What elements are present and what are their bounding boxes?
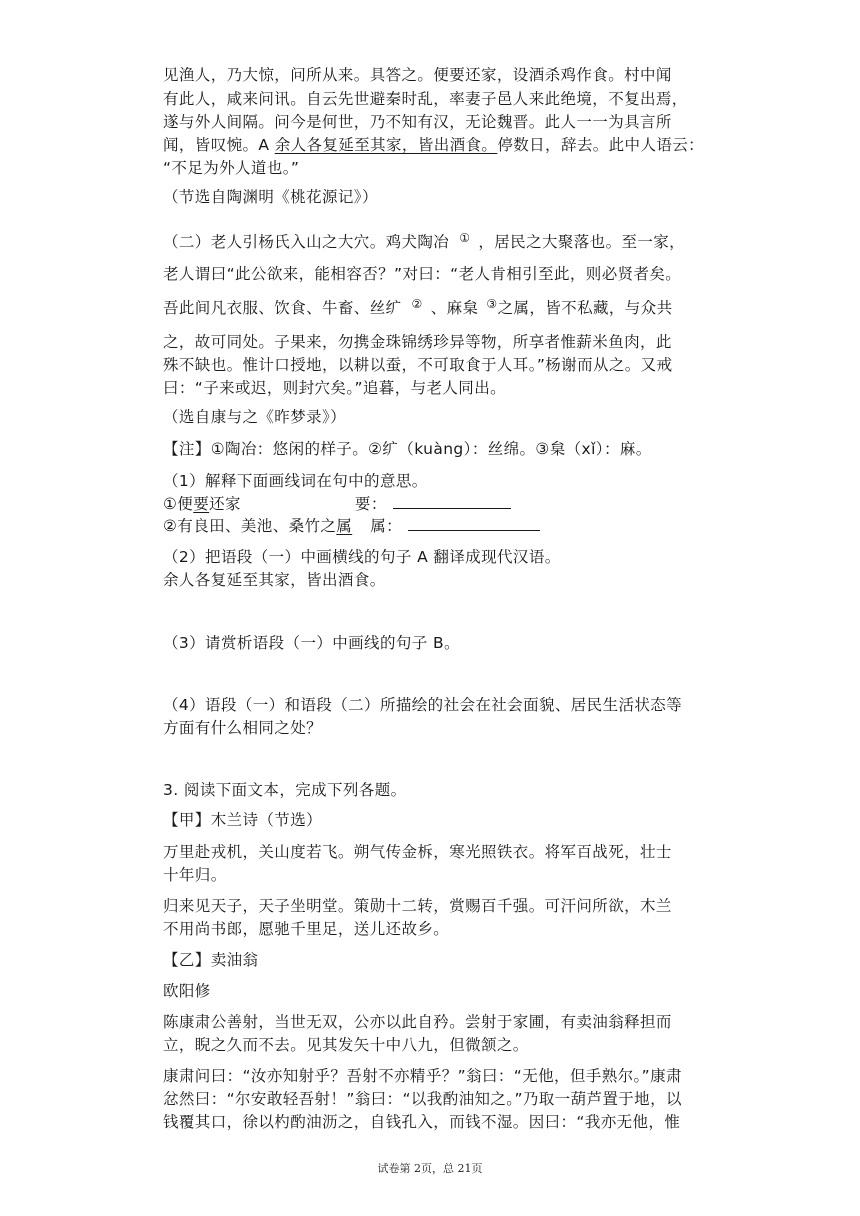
passage2-text: 吾此间凡衣服、饮食、牛畜、丝纩 <box>163 299 402 317</box>
passage1-line: 见渔人，乃大惊，问所从来。具答之。便要还家，设酒杀鸡作食。村中闻 <box>163 66 672 84</box>
footnote-marker: ② <box>411 297 423 311</box>
question-text: ①便 <box>163 495 194 513</box>
passage2-text: （二）老人引杨氏入山之大穴。鸡犬陶冶 <box>163 233 450 251</box>
passage2-line: 之，故可同处。子果来，勿携金珠锦绣珍异等物，所享者惟薪米鱼肉，此 <box>163 333 672 351</box>
passage2-source: （选自康与之《昨梦录》） <box>163 408 347 426</box>
question-1: （1）解释下面画线词在句中的意思。 <box>163 472 428 490</box>
underlined-word: 属 <box>336 517 353 535</box>
question-3: （3）请赏析语段（一）中画线的句子 B。 <box>163 634 460 652</box>
answer-blank[interactable] <box>393 494 511 509</box>
passage2-line <box>163 231 685 254</box>
answer-label: 属： <box>370 517 403 535</box>
question-4-line: （4）语段（一）和语段（二）所描绘的社会在社会面貌、居民生活状态等 <box>163 696 683 714</box>
underlined-word: 要 <box>193 495 210 513</box>
oil-seller-line: 忿然曰：“尔安敢轻吾射！”翁曰：“以我酌油知之。”乃取一葫芦置于地，以 <box>163 1090 682 1108</box>
mulan-line: 不用尚书郎，愿驰千里足，送儿还故乡。 <box>163 920 450 938</box>
passage2-text: ，居民之大聚落也。至一家， <box>478 233 686 251</box>
mulan-line: 十年归。 <box>163 866 227 884</box>
text-yi-title: 【乙】卖油翁 <box>163 951 259 969</box>
mulan-line: 万里赴戎机，关山度若飞。朔气传金柝，寒光照铁衣。将军百战死，壮士 <box>163 843 672 861</box>
question-text: ②有良田、美池、桑竹之 <box>163 517 337 535</box>
passage2-text: 、麻枲 <box>430 299 479 317</box>
passage1-text: 闻，皆叹惋。A <box>163 136 275 154</box>
oil-seller-line: 陈康肃公善射，当世无双，公亦以此自矜。尝射于家圃，有卖油翁释担而 <box>163 1013 672 1031</box>
question-1b <box>163 515 540 537</box>
oil-seller-line: 立，睨之久而不去。见其发矢十中八九，但微颔之。 <box>163 1036 529 1054</box>
passage1-line: “不足为外人道也。” <box>163 159 300 177</box>
footnote-marker: ③ <box>486 297 498 311</box>
text-jia-title: 【甲】木兰诗（节选） <box>163 811 323 829</box>
passage2-line: 殊不缺也。惟计口授地，以耕以蚕，不可取食于人耳。”杨谢而从之。又戒 <box>163 356 673 374</box>
passage1-line <box>163 134 704 156</box>
passage1-text: 停数日，辞去。此中人语云： <box>497 136 705 154</box>
question-4-line: 方面有什么相同之处？ <box>163 719 323 737</box>
mulan-line: 归来见天子，天子坐明堂。策勋十二转，赏赐百千强。可汗问所欲，木兰 <box>163 897 672 915</box>
answer-blank[interactable] <box>408 516 540 531</box>
answer-label: 要： <box>354 495 387 513</box>
passage2-line <box>163 297 672 320</box>
annotation-note: 【注】①陶冶：悠闲的样子。②纩（kuàng）：丝绵。③枲（xǐ）：麻。 <box>163 440 652 458</box>
question-text: 还家 <box>209 495 241 513</box>
section-3-title: 3. 阅读下面文本，完成下列各题。 <box>163 781 407 799</box>
oil-seller-line: 钱覆其口，徐以杓酌油沥之，自钱孔入，而钱不湿。因曰：“我亦无他，惟 <box>163 1113 681 1131</box>
passage1-line: 遂与外人间隔。问今是何世，乃不知有汉，无论魏晋。此人一一为具言所 <box>163 113 672 131</box>
footnote-marker: ① <box>459 231 471 245</box>
passage2-line: 老人谓曰“此公欲来，能相容否？”对曰：“老人肯相引至此，则必贤者矣。 <box>163 265 682 283</box>
author: 欧阳修 <box>163 982 211 1000</box>
question-2: （2）把语段（一）中画横线的句子 A 翻译成现代汉语。 <box>163 548 561 566</box>
passage1-line: 有此人，咸来问讯。自云先世避秦时乱，率妻子邑人来此绝境，不复出焉， <box>163 90 688 108</box>
passage2-line: 曰：“子来或迟，则封穴矣。”追暮，与老人同出。 <box>163 379 507 397</box>
passage1-source: （节选自陶渊明《桃花源记》） <box>163 188 378 206</box>
question-2-sentence: 余人各复延至其家，皆出酒食。 <box>163 571 386 589</box>
oil-seller-line: 康肃问曰：“汝亦知射乎？吾射不亦精乎？”翁曰：“无他，但手熟尔。”康肃 <box>163 1067 682 1085</box>
page-footer: 试卷第 2页，总 21页 <box>377 1162 483 1175</box>
question-1a <box>163 493 511 515</box>
sentence-a-underlined: 余人各复延至其家，皆出酒食。 <box>274 136 498 154</box>
passage2-text: 之属，皆不私藏，与众共 <box>497 299 673 317</box>
